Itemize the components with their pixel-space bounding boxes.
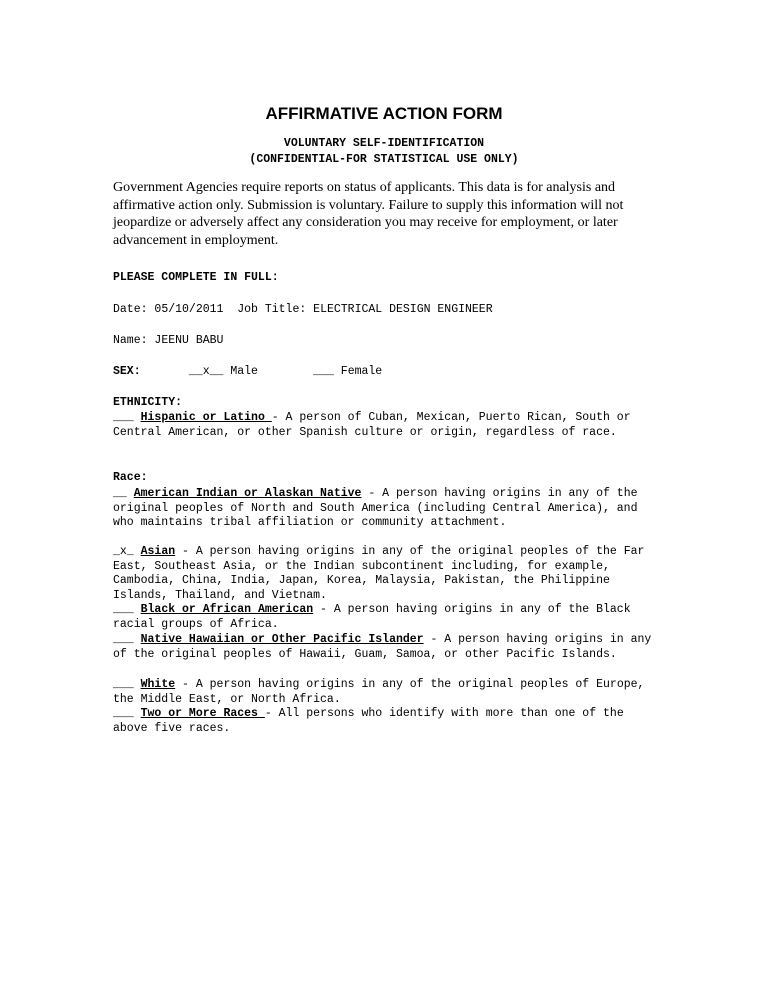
race-description: - A person having origins in any of the original peoples of North and South America (including Central America), and who maintains tribal affiliation or community attachment. (113, 487, 638, 530)
date-value: 05/10/2011 (154, 303, 224, 316)
race-item-american-indian (113, 487, 653, 531)
ethnicity-term: Hispanic or Latino (140, 411, 272, 424)
race-mark: ___ (113, 633, 134, 646)
form-subtitle-1: VOLUNTARY SELF-IDENTIFICATION (283, 137, 485, 150)
female-label: Female (340, 365, 383, 378)
form-subtitle-2: (CONFIDENTIAL-FOR STATISTICAL USE ONLY) (249, 153, 519, 166)
race-term: White (140, 678, 176, 691)
race-mark: ___ (113, 678, 134, 691)
race-term: Black or African American (140, 603, 314, 616)
ethnicity-description: - A person of Cuban, Mexican, Puerto Rican, South or Central American, or other Spanish culture or origin, regardless of race. (113, 411, 631, 439)
race-item-white (113, 678, 653, 707)
race-mark: ___ (113, 603, 134, 616)
intro-paragraph: Government Agencies require reports on status of applicants. This data is for analysis and affirmative action only. Submission is voluntary. Failure to supply this information will not jeopardize or adversely affect any consideration you may receive for employment, or later advancement in employment. (113, 180, 624, 248)
race-item-two-or-more (113, 707, 653, 736)
race-mark: __ (113, 487, 127, 500)
race-item-pacific-islander (113, 633, 653, 662)
race-heading: Race: (113, 471, 148, 484)
name-line (113, 334, 223, 349)
name-value: JEENU BABU (154, 334, 224, 347)
race-mark: ___ (113, 707, 134, 720)
race-term: American Indian or Alaskan Native (133, 487, 362, 500)
ethnicity-heading: ETHNICITY: (113, 396, 183, 409)
race-item-black (113, 603, 653, 632)
race-mark: _x_ (113, 545, 134, 558)
race-description: - All persons who identify with more than one of the above five races. (113, 707, 624, 735)
race-item-asian (113, 545, 653, 603)
sex-line (113, 365, 382, 380)
sex-label: SEX: (113, 365, 141, 378)
male-label: Male (230, 365, 258, 378)
date-job-line (113, 303, 493, 318)
race-description: - A person having origins in any of the original peoples of the Far East, Southeast Asia, or the Indian subcontinent including, for example, Cambodia, China, India, Japan, Korea, Malaysia, Pakistan, the Philippine Islands, Thailand, and Vietnam. (113, 545, 645, 602)
male-mark: __x__ (188, 365, 224, 378)
race-term: Two or More Races (140, 707, 265, 720)
job-title-label: Job Title: (237, 303, 307, 316)
form-title: AFFIRMATIVE ACTION FORM (265, 104, 503, 123)
race-description: - A person having origins in any of the original peoples of Europe, the Middle East, or North Africa. (113, 678, 645, 706)
race-description: - A person having origins in any of the original peoples of Hawaii, Guam, Samoa, or other Pacific Islands. (113, 633, 652, 661)
race-term: Asian (140, 545, 176, 558)
instruction-text: PLEASE COMPLETE IN FULL: (113, 271, 279, 284)
ethnicity-item (113, 411, 653, 440)
job-title-value: ELECTRICAL DESIGN ENGINEER (313, 303, 493, 316)
name-label: Name: (113, 334, 148, 347)
date-label: Date: (113, 303, 148, 316)
race-term: Native Hawaiian or Other Pacific Islander (140, 633, 424, 646)
race-description: - A person having origins in any of the Black racial groups of Africa. (113, 603, 631, 631)
female-mark: ___ (313, 365, 334, 378)
ethnicity-mark: ___ (113, 411, 134, 424)
